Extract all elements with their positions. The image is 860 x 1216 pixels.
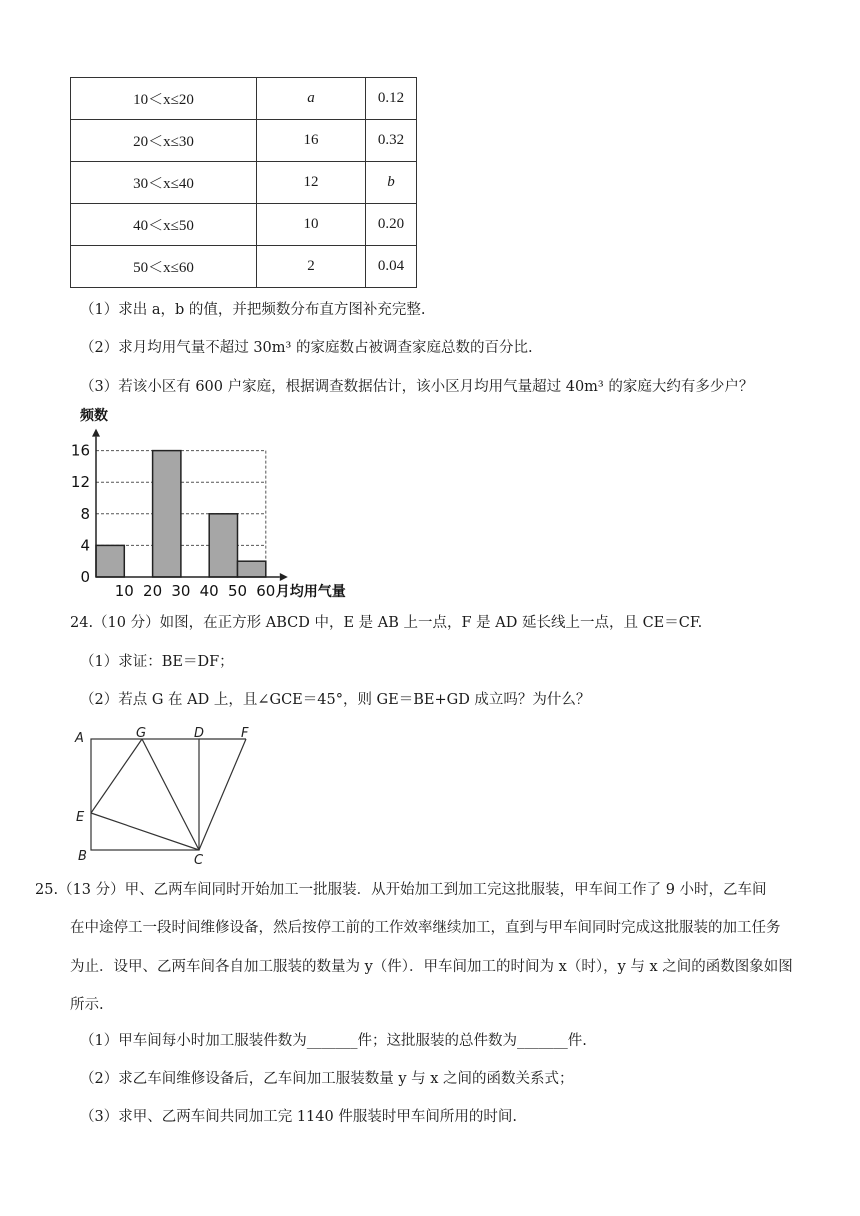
x-tick-label: 50: [227, 582, 248, 600]
table-cell-count: 12: [257, 162, 366, 204]
table-row: [71, 162, 417, 204]
histogram-bar: [209, 514, 237, 577]
x-tick-label: 20: [143, 582, 163, 600]
table-cell-freq: 0.20: [366, 204, 417, 246]
table-cell-range: 10＜x≤20: [71, 78, 257, 120]
table-cell-count: 2: [257, 246, 366, 288]
table-row: [71, 78, 417, 120]
q25-line4: 所示.: [70, 997, 104, 1013]
q25-part2: （2）求乙车间维修设备后，乙车间加工服装数量 y 与 x 之间的函数关系式；: [80, 1071, 574, 1087]
segment-eg: [91, 739, 142, 813]
label-f: F: [241, 726, 249, 741]
table-cell-freq: 0.12: [366, 78, 417, 120]
table-cell-freq: 0.04: [366, 246, 417, 288]
label-g: G: [136, 726, 147, 741]
q25-line1: 25.（13 分）甲、乙两车间同时开始加工一批服装．从开始加工到加工完这批服装，甲车间工作了 9 小时，乙车间: [35, 882, 767, 898]
q23-part3: （3）若该小区有 600 户家庭，根据调查数据估计，该小区月均用气量超过 40m³ 的家庭大约有多少户？: [80, 379, 754, 395]
q24-title: 24.（10 分）如图，在正方形 ABCD 中，E 是 AB 上一点，F 是 AD 延长线上一点，且 CE＝CF.: [70, 615, 703, 631]
square-geometry-figure: [70, 722, 270, 867]
segment-cf: [199, 739, 246, 850]
q25-part1: （1）甲车间每小时加工服装件数为_______件；这批服装的总件数为_______件.: [80, 1033, 587, 1049]
y-axis-arrow: [92, 429, 100, 437]
x-tick-label: 30: [171, 582, 191, 600]
table-cell-count: 10: [257, 204, 366, 246]
frequency-table: [70, 77, 417, 288]
q23-part2: （2）求月均用气量不超过 30m³ 的家庭数占被调查家庭总数的百分比.: [80, 340, 533, 356]
table-cell-range: 30＜x≤40: [71, 162, 257, 204]
x-axis-label: 月均用气量: [275, 584, 346, 600]
y-axis-label: 频数: [80, 408, 108, 424]
histogram-bar: [96, 545, 124, 577]
table-cell-freq: 0.32: [366, 120, 417, 162]
x-tick-label: 10: [114, 582, 134, 600]
histogram-bar: [153, 451, 181, 577]
x-axis-arrow: [280, 573, 288, 581]
q24-part2: （2）若点 G 在 AD 上，且∠GCE＝45°，则 GE＝BE+GD 成立吗？为什么？: [80, 692, 591, 708]
y-tick-label: 0: [80, 568, 90, 586]
label-a: A: [75, 731, 84, 746]
q24-part1: （1）求证：BE＝DF；: [80, 654, 234, 670]
table-cell-freq: b: [366, 162, 417, 204]
table-row: [71, 246, 417, 288]
table-cell-range: 40＜x≤50: [71, 204, 257, 246]
label-e: E: [76, 810, 85, 825]
table-cell-count: a: [257, 78, 366, 120]
q25-line3: 为止．设甲、乙两车间各自加工服装的数量为 y（件）．甲车间加工的时间为 x（时），y 与 x 之间的函数图象如图: [70, 959, 793, 975]
y-tick-label: 4: [80, 536, 90, 555]
label-d: D: [194, 726, 205, 741]
square-abcd: [91, 739, 199, 850]
y-tick-label: 8: [80, 504, 90, 523]
q25-part3: （3）求甲、乙两车间共同加工完 1140 件服装时甲车间所用的时间.: [80, 1109, 517, 1125]
y-tick-label: 12: [70, 473, 90, 492]
y-tick-label: 16: [70, 441, 90, 460]
label-c: C: [194, 853, 204, 867]
q25-line2: 在中途停工一段时间维修设备，然后按停工前的工作效率继续加工，直到与甲车间同时完成这批服装的加工任务: [70, 920, 781, 936]
table-cell-count: 16: [257, 120, 366, 162]
table-cell-range: 20＜x≤30: [71, 120, 257, 162]
table-cell-range: 50＜x≤60: [71, 246, 257, 288]
x-tick-label: 60: [256, 582, 276, 600]
table-row: [71, 204, 417, 246]
histogram-bar: [238, 561, 266, 577]
x-tick-label: 40: [199, 582, 219, 600]
q23-part1: （1）求出 a，b 的值，并把频数分布直方图补充完整.: [80, 302, 426, 318]
table-row: [71, 120, 417, 162]
histogram-chart: [60, 400, 380, 605]
label-b: B: [78, 849, 87, 864]
